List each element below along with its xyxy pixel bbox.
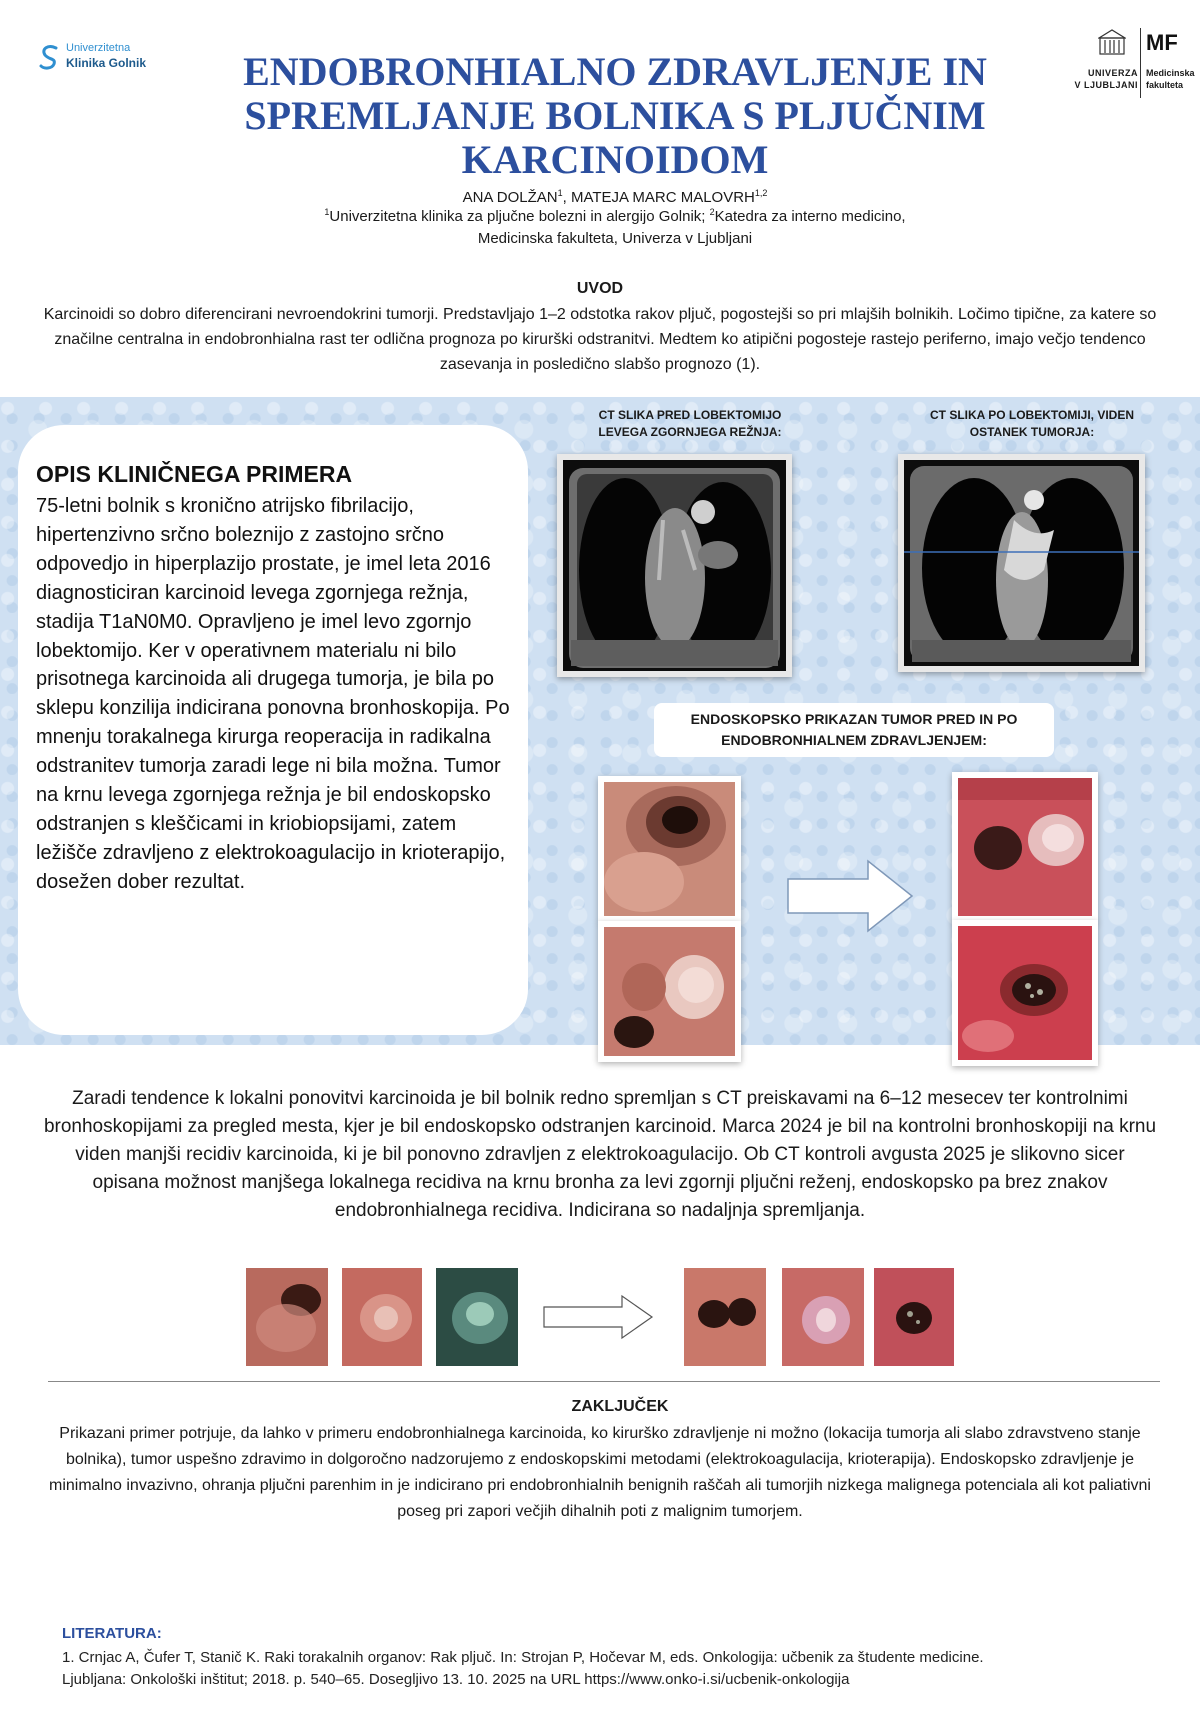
author-2-sup: 1,2 — [754, 188, 768, 198]
ct-before-label — [560, 407, 820, 441]
title-line-2: SPREMLJANJE BOLNIKA S PLJUČNIM — [244, 93, 986, 138]
reference-1-line1: 1. Crnjac A, Čufer T, Stanič K. Raki torakalnih organov: Rak pljuč. In: Strojan P, Hočevar M, eds. Onkologija: učbenik za študente medicine. — [62, 1649, 984, 1666]
university-building-icon — [1098, 28, 1126, 56]
endoscopy-label-line2: ENDOBRONHIALNEM ZDRAVLJENJEM: — [721, 732, 987, 748]
author-1-sup: 1 — [557, 188, 563, 198]
affil-2: Katedra za interno medicino, — [714, 208, 906, 225]
ct-before-label-line1: CT SLIKA PRED LOBEKTOMIJO — [598, 408, 782, 422]
affil-1: Univerzitetna klinika za pljučne bolezni in alergijo Golnik; — [329, 208, 710, 225]
references-text — [62, 1647, 1162, 1691]
right-arrow-icon — [786, 857, 916, 935]
ct-scan-after — [898, 454, 1145, 672]
author-2: MATEJA MARC MALOVRH — [570, 189, 755, 206]
faculty-name-line1: Medicinska — [1146, 68, 1195, 78]
endoscopy-label-line1: ENDOSKOPSKO PRIKAZAN TUMOR PRED IN PO — [690, 711, 1018, 727]
conclusion-heading: ZAKLJUČEK — [571, 1398, 669, 1415]
affiliations — [200, 206, 1030, 250]
divider — [48, 1381, 1160, 1382]
endoscopy-before-2 — [598, 921, 741, 1062]
author-separator: , — [562, 189, 571, 206]
affil-3: Medicinska fakulteta, Univerza v Ljubljani — [477, 230, 753, 247]
endoscopy-after-2 — [952, 920, 1098, 1066]
case-description-card — [18, 425, 528, 1035]
case-text: 75-letni bolnik s kronično atrijsko fibrilacijo, hipertenzivno srčno boleznijo z zastojno srčno odpovedjo in hiperplazijo prostate, je imel leta 2016 diagnosticiran karcinoid levega zgornjega režnja, stadija T1aN0M0. Opravljeno je imel levo zgornjo lobektomijo. Ker v operativnem materialu ni bilo prisotnega karcinoida ali drugega tumorja, je bila po sklepu konzilija indicirana ponovna bronhoskopija. Po mnenju torakalnega kirurga reoperacija in radikalna odstranitev tumorja zaradi lege ni bila možna. Tumor na krnu levega zgornjega režnja je bil endoskopsko odstranjen s kleščicami in kriobiopsijami, zatem ležišče zdravljeno z elektrokoagulacijo in krioterapijo, dosežen dober rezultat. — [36, 495, 510, 893]
followup-endoscopy-5 — [782, 1268, 864, 1366]
ct-after-label-line1: CT SLIKA PO LOBEKTOMIJI, VIDEN — [929, 408, 1135, 422]
intro-text: Karcinoidi so dobro diferencirani nevroendokrini tumorji. Predstavljajo 1–2 odstotka rakov pljuč, pogostejši so pri mlajših bolnikih. Ločimo tipične, za katere so značilne centralna in endobronhialna rast ter odlična prognoza po kirurški odstranitvi. Medtem ko atipični pogosteje rastejo periferno, imajo večjo tendenco zasevanja in posledično slabšo prognozo (1). — [43, 306, 1157, 373]
ct-before-label-line2: LEVEGA ZGORNJEGA REŽNJA: — [598, 425, 782, 439]
golnik-logo-line1: Univerzitetna — [66, 42, 131, 54]
reference-1-line2: Ljubljana: Onkološki inštitut; 2018. p. 540–65. Dosegljivo 13. 10. 2025 na URL https://www.onko-i.si/ucbenik-onkologija — [62, 1671, 850, 1688]
golnik-logo — [38, 40, 158, 76]
intro-heading: UVOD — [576, 280, 624, 297]
endoscopy-label — [654, 703, 1054, 757]
faculty-name-line2: fakulteta — [1146, 80, 1184, 90]
poster-title — [200, 50, 1030, 182]
mf-logo-text: MF — [1146, 30, 1178, 55]
title-line-3: KARCINOIDOM — [461, 137, 769, 182]
ct-after-label — [902, 407, 1162, 441]
followup-arrow-icon — [542, 1294, 656, 1340]
affil-1-sup: 1 — [324, 207, 330, 217]
references-heading: LITERATURA: — [62, 1625, 162, 1642]
followup-endoscopy-6 — [874, 1268, 954, 1366]
title-line-1: ENDOBRONHIALNO ZDRAVLJENJE IN — [243, 49, 987, 94]
case-heading: OPIS KLINIČNEGA PRIMERA — [36, 461, 353, 487]
author-1: ANA DOLŽAN — [462, 189, 558, 206]
golnik-logo-icon — [38, 42, 62, 72]
conclusion-text: Prikazani primer potrjuje, da lahko v primeru endobronhialnega karcinoida, ko kirurško zdravljenje ni možno (lokacija tumorja ali slabo zdravstveno stanje bolnika), tumor uspešno zdravimo in dolgoročno nadzorujemo z endoskopskimi metodami (elektrokoagulacija, krioterapija). Endoskopsko zdravljenje je minimalno invazivno, ohranja pljučni parenhim in je indicirano pri endobronhialnih benignih raščah ali tumorjih nizkega malignega potenciala ali kot paliativni poseg pri zapori večjih dihalnih poti z malignim tumorjem. — [49, 1425, 1151, 1520]
followup-endoscopy-4 — [684, 1268, 766, 1366]
followup-endoscopy-2 — [342, 1268, 422, 1366]
followup-text: Zaradi tendence k lokalni ponovitvi karcinoida je bil bolnik redno spremljan s CT preiskavami na 6–12 mesecev ter kontrolnimi bronhoskopijami za pregled mesta, kjer je bil endoskopsko odstranjen karcinoid. Marca 2024 je bil na kontrolni bronhoskopiji na krnu viden manjši recidiv karcinoida, ki je bil ponovno zdravljen z elektrokoagulacijo. Ob CT kontroli avgusta 2025 je slikovno sicer opisana možnost manjšega lokalnega recidiva na krnu bronha za levi zgornji pljučni reženj, endoskopsko pa brez znakov endobronhialnega recidiva. Indicirana so nadaljnja spremljanja. — [43, 1088, 1157, 1221]
authors — [200, 188, 1030, 208]
university-name-line2: V LJUBLJANI — [1074, 80, 1138, 90]
endoscopy-before-1 — [598, 776, 741, 922]
ct-scan-before — [557, 454, 792, 677]
followup-endoscopy-1 — [246, 1268, 328, 1366]
golnik-logo-line2: Klinika Golnik — [66, 56, 147, 70]
university-logo — [1058, 28, 1195, 98]
endoscopy-after-1 — [952, 772, 1098, 922]
ct-after-label-line2: OSTANEK TUMORJA: — [969, 425, 1095, 439]
affil-2-sup: 2 — [709, 207, 715, 217]
followup-endoscopy-3 — [436, 1268, 518, 1366]
university-name-line1: UNIVERZA — [1087, 68, 1138, 78]
